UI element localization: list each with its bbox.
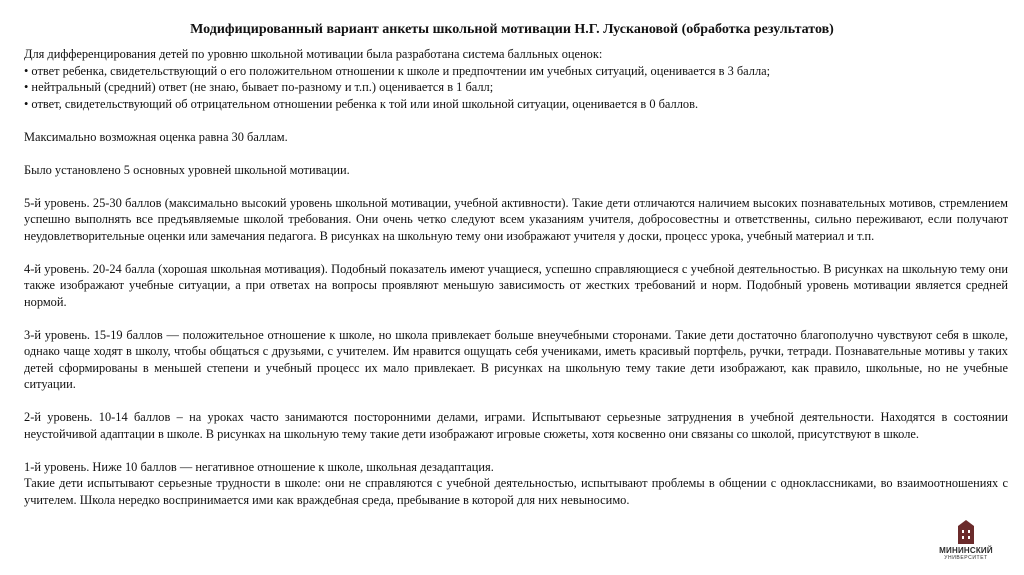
intro-bullet-3-points: • ответ ребенка, свидетельствующий о его положительном отношении к школе и предпочтении им учебных ситуаций, оценивается в 3 балла;: [24, 63, 771, 78]
intro-line: Для дифференцирования детей по уровню школьной мотивации была разработана система балльных оценок:: [24, 47, 603, 61]
tower-icon: [956, 520, 976, 544]
logo-name: МИНИНСКИЙ: [939, 546, 993, 555]
intro-bullet-0-points: • ответ, свидетельствующий об отрицательном отношении ребенка к той или иной школьной ситуации, оценивается в 0 баллов.: [24, 96, 699, 111]
intro-bullet-1-point: • нейтральный (средний) ответ (не знаю, бывает по-разному и т.п.) оценивается в 1 балл;: [24, 80, 494, 94]
level-1-heading: 1-й уровень. Ниже 10 баллов — негативное отношение к школе, школьная дезадаптация.: [24, 459, 494, 474]
level-1-paragraph: Такие дети испытывают серьезные трудности в школе: они не справляются с учебной деятельностью, испытывают проблемы в общении с одноклассниками, во взаимоотношениях с учителем. Школа нередко воспринимается ими как враждебная среда, пребывание в которой для них невыносимо.: [24, 476, 1008, 507]
max-score-text: Максимально возможная оценка равна 30 баллам.: [24, 129, 288, 144]
level-2-paragraph: 2-й уровень. 10-14 баллов – на уроках часто занимаются посторонними делами, играми. Испытывают серьезные затруднения в учебной деятельности. Находятся в состоянии неустойчивой адаптации в школе. В рисунках на школьную тему такие дети изображают игровые сюжеты, хотя косвенно они связаны со школой, присутствуют в школе.: [24, 410, 1008, 441]
level-5-paragraph: 5-й уровень. 25-30 баллов (максимально высокий уровень школьной мотивации, учебной активности). Такие дети отличаются наличием высоких познавательных мотивов, стремлением успешно выполнять все предъявляемые школой требования. Они очень четко следуют всем указаниям учителя, добросовестны и ответственны, сильно переживают, если получают неудовлетворительные оценки или замечания педагога. В рисунках на школьную тему они изображают учителя у доски, процесс урока, учебный материал и т.п.: [24, 195, 1008, 243]
level-4-paragraph: 4-й уровень. 20-24 балла (хорошая школьная мотивация). Подобный показатель имеют учащиеся, успешно справляющиеся с учебной деятельностью. В рисунках на школьную тему они также изображают учебные ситуации, а при ответах на вопросы проявляют меньшую зависимость от жестких требований и норм. Подобный уровень мотивации является средней нормой.: [24, 261, 1008, 309]
levels-intro-text: Было установлено 5 основных уровней школьной мотивации.: [24, 162, 350, 177]
slide-content: [24, 46, 1008, 508]
logo-subtitle: УНИВЕРСИТЕТ: [944, 555, 988, 561]
university-logo: [928, 520, 1004, 566]
level-3-paragraph: 3-й уровень. 15-19 баллов — положительное отношение к школе, но школа привлекает больше внеучебными сторонами. Такие дети достаточно благополучно чувствуют себя в школе, однако чаще ходят в школу, чтобы общаться с друзьями, с учителем. Им нравится ощущать себя учениками, иметь красивый портфель, ручки, тетради. Познавательные мотивы у таких детей сформированы в меньшей степени и учебный процесс их мало привлекает. В рисунках на школьную тему такие дети изображают, как правило, школьные, но не учебные ситуации.: [24, 327, 1008, 391]
slide-title: Модифицированный вариант анкеты школьной мотивации Н.Г. Лускановой (обработка результатов): [190, 22, 834, 37]
